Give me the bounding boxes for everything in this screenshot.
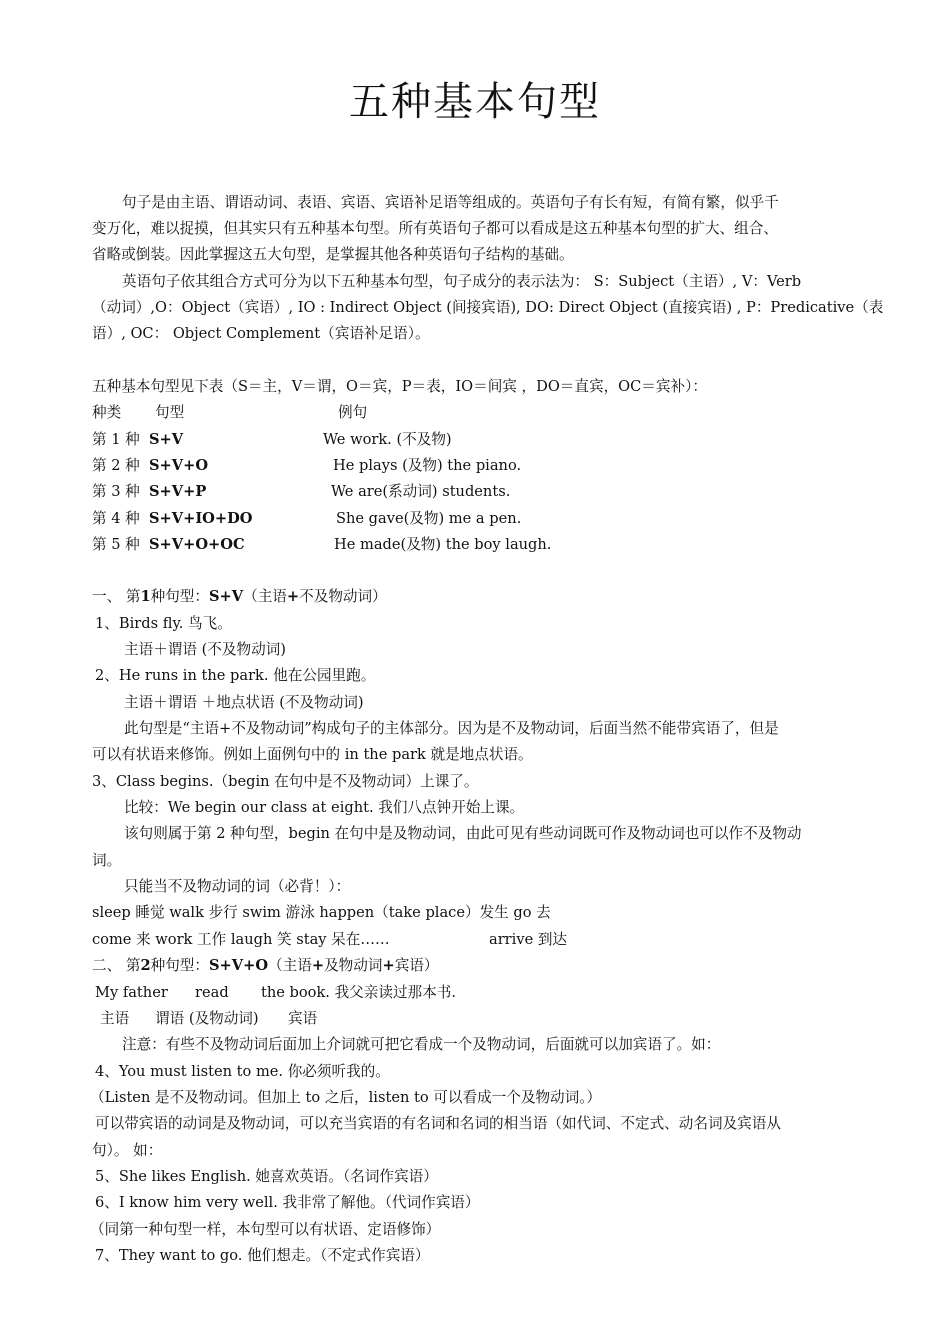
intransitive-words-row-2a: come 来 work 工作 laugh 笑 stay 呆在…… — [92, 931, 390, 948]
section2-line-8: （同第一种句型一样，本句型可以有状语、定语修饰） — [90, 1221, 441, 1238]
section1-line-5: 此句型是“主语+不及物动词”构成句子的主体部分。因为是不及物动词，后面当然不能带宾语了，但是 — [124, 720, 779, 737]
section1-pattern: S+V — [209, 588, 244, 605]
example-object: the book. 我父亲读过那本书. — [261, 984, 456, 1001]
section1-line-3: 2、He runs in the park. 他在公园里跑。 — [95, 667, 376, 684]
row-kind: 第 1 种 — [92, 431, 140, 448]
section1-n: 1 — [140, 588, 151, 605]
section1-num: 一、 — [92, 588, 122, 605]
section1-paren-a: （主语 — [243, 588, 287, 605]
section2-line-7: 6、I know him very well. 我非常了解他。（代词作宾语） — [95, 1194, 480, 1211]
section2-num: 二、 — [92, 957, 122, 974]
row-example: She gave(及物) me a pen. — [336, 510, 522, 527]
row-pattern: S+V — [149, 431, 184, 448]
section1-paren-b: 不及物动词） — [299, 588, 387, 605]
page-title: 五种基本句型 — [349, 79, 601, 125]
section2-plus-2: + — [382, 957, 395, 974]
row-pattern: S+V+IO+DO — [149, 510, 253, 527]
row-example: He made(及物) the boy laugh. — [334, 536, 552, 553]
intro-p2-line-3: 语）, OC： Object Complement（宾语补足语）。 — [92, 325, 430, 342]
section2-line-5: 句）。 如： — [92, 1142, 163, 1159]
header-kind: 种类 — [92, 404, 122, 421]
intro-p1-line-2: 变万化，难以捉摸，但其实只有五种基本句型。所有英语句子都可以看成是这五种基本句型的扩大、组合、 — [92, 220, 778, 237]
header-example: 例句 — [338, 404, 368, 421]
section1-line-2: 主语＋谓语 (不及物动词) — [124, 641, 286, 658]
row-pattern: S+V+O+OC — [149, 536, 245, 553]
section2-line-9: 7、They want to go. 他们想走。（不定式作宾语） — [95, 1247, 430, 1264]
section1-pre: 第 — [125, 588, 141, 605]
section2-line-3: （Listen 是不及物动词。但加上 to 之后，listen to 可以看成一个及物动词。） — [90, 1089, 602, 1106]
section1-line-7: 3、Class begins.（begin 在句中是不及物动词）上课了。 — [92, 773, 479, 790]
section2-pattern: S+V+O — [209, 957, 269, 974]
section2-line-2: 4、You must listen to me. 你必须听我的。 — [95, 1063, 390, 1080]
intro-p2-line-2: （动词）,O：Object（宾语）, IO : Indirect Object (间接宾语), DO: Direct Object (直接宾语) , P：Predicative（表 — [92, 299, 884, 316]
section2-paren-b: 及物动词 — [324, 957, 383, 974]
label-verb: 谓语 (及物动词) — [155, 1010, 259, 1027]
row-kind: 第 5 种 — [92, 536, 140, 553]
row-example: He plays (及物) the piano. — [333, 457, 522, 474]
section1-plus: + — [286, 588, 300, 605]
intro-p2-line-1: 英语句子依其组合方式可分为以下五种基本句型，句子成分的表示法为： S：Subject（主语）, V：Verb — [122, 273, 802, 290]
section1-line-1: 1、Birds fly. 鸟飞。 — [95, 615, 232, 632]
section2-heading — [92, 953, 892, 979]
section1-line-9: 该句则属于第 2 种句型，begin 在句中是及物动词，由此可见有些动词既可作及物动词也可以作不及物动 — [124, 825, 802, 842]
section2-pre: 第 — [125, 957, 141, 974]
intransitive-words-row-1: sleep 睡觉 walk 步行 swim 游泳 happen（take place）发生 go 去 — [92, 904, 551, 921]
example-subject: My father — [95, 984, 168, 1001]
row-pattern: S+V+P — [149, 483, 207, 500]
section2-paren-c: 宾语） — [394, 957, 439, 974]
section2-line-6: 5、She likes English. 她喜欢英语。（名词作宾语） — [95, 1168, 438, 1185]
row-pattern: S+V+O — [149, 457, 209, 474]
section2-n: 2 — [140, 957, 151, 974]
section1-line-10: 词。 — [92, 852, 122, 869]
row-example: We work. (不及物) — [323, 431, 452, 448]
section2-paren-a: （主语 — [268, 957, 312, 974]
intro-p1-line-1: 句子是由主语、谓语动词、表语、宾语、宾语补足语等组成的。英语句子有长有短，有简有繁，似乎千 — [122, 194, 779, 211]
table-caption: 五种基本句型见下表（S＝主，V＝谓，O＝宾，P＝表，IO＝间宾 ，DO＝直宾，OC＝宾补）： — [92, 378, 707, 395]
section2-plus-1: + — [311, 957, 325, 974]
example-verb: read — [195, 984, 229, 1001]
intransitive-words-row-2b: arrive 到达 — [489, 931, 568, 948]
section1-heading — [92, 584, 892, 610]
section1-line-11: 只能当不及物动词的词（必背！）： — [124, 878, 351, 895]
section1-mid: 种句型： — [150, 588, 209, 605]
header-pattern: 句型 — [155, 404, 185, 421]
row-example: We are(系动词) students. — [331, 483, 511, 500]
label-object: 宾语 — [288, 1010, 318, 1027]
section1-line-6: 可以有状语来修饰。例如上面例句中的 in the park 就是地点状语。 — [92, 746, 533, 763]
section1-line-4: 主语＋谓语 ＋地点状语 (不及物动词) — [124, 694, 364, 711]
intro-p1-line-3: 省略或倒装。因此掌握这五大句型，是掌握其他各种英语句子结构的基础。 — [92, 246, 574, 263]
row-kind: 第 4 种 — [92, 510, 140, 527]
label-subject: 主语 — [100, 1010, 130, 1027]
section2-line-4: 可以带宾语的动词是及物动词，可以充当宾语的有名词和名词的相当语（如代词、不定式、动名词及宾语从 — [95, 1115, 781, 1132]
row-kind: 第 3 种 — [92, 483, 140, 500]
row-kind: 第 2 种 — [92, 457, 140, 474]
section2-mid: 种句型： — [150, 957, 209, 974]
section2-line-1: 注意：有些不及物动词后面加上介词就可把它看成一个及物动词，后面就可以加宾语了。如： — [122, 1036, 721, 1053]
section1-line-8: 比较：We begin our class at eight. 我们八点钟开始上课。 — [124, 799, 525, 816]
